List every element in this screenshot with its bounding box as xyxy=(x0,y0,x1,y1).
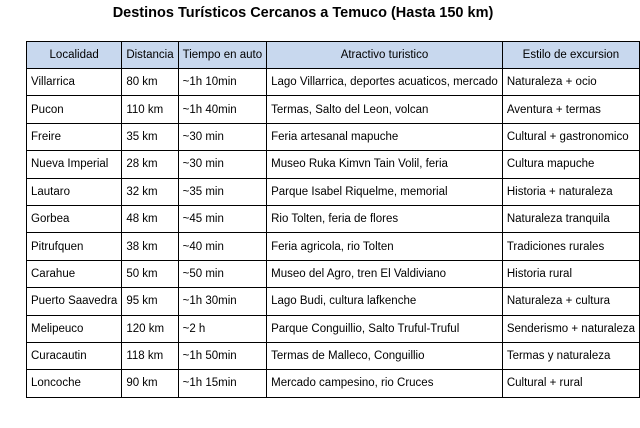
cell-tiempo: ~2 h xyxy=(178,315,266,342)
destinations-table xyxy=(26,41,640,398)
cell-atractivo: Museo del Agro, tren El Valdiviano xyxy=(267,260,503,287)
table-row xyxy=(27,233,640,260)
cell-atractivo: Lago Villarrica, deportes acuaticos, mercado xyxy=(267,69,503,96)
cell-atractivo: Mercado campesino, rio Cruces xyxy=(267,370,503,397)
table-row xyxy=(27,151,640,178)
cell-atractivo: Feria agricola, rio Tolten xyxy=(267,233,503,260)
cell-tiempo: ~45 min xyxy=(178,205,266,232)
document-title: Destinos Turísticos Cercanos a Temuco (Hasta 150 km) xyxy=(112,5,494,21)
cell-localidad: Pucon xyxy=(27,96,122,123)
cell-localidad: Villarrica xyxy=(27,69,122,96)
cell-tiempo: ~50 min xyxy=(178,260,266,287)
cell-distancia: 80 km xyxy=(122,69,178,96)
cell-estilo: Tradiciones rurales xyxy=(502,233,639,260)
cell-localidad: Carahue xyxy=(27,260,122,287)
cell-tiempo: ~1h 10min xyxy=(178,69,266,96)
column-header-atractivo: Atractivo turistico xyxy=(267,42,503,69)
cell-localidad: Lautaro xyxy=(27,178,122,205)
table-row xyxy=(27,342,640,369)
cell-atractivo: Termas de Malleco, Conguillio xyxy=(267,342,503,369)
cell-tiempo: ~1h 15min xyxy=(178,370,266,397)
cell-tiempo: ~35 min xyxy=(178,178,266,205)
cell-atractivo: Parque Conguillio, Salto Truful-Truful xyxy=(267,315,503,342)
cell-estilo: Senderismo + naturaleza xyxy=(502,315,639,342)
cell-distancia: 28 km xyxy=(122,151,178,178)
cell-atractivo: Termas, Salto del Leon, volcan xyxy=(267,96,503,123)
column-header-distancia: Distancia xyxy=(122,42,178,69)
table-row xyxy=(27,315,640,342)
table-row xyxy=(27,69,640,96)
cell-atractivo: Feria artesanal mapuche xyxy=(267,123,503,150)
table-header-row xyxy=(27,42,640,69)
cell-localidad: Freire xyxy=(27,123,122,150)
cell-tiempo: ~1h 40min xyxy=(178,96,266,123)
table-row xyxy=(27,205,640,232)
cell-distancia: 90 km xyxy=(122,370,178,397)
cell-estilo: Naturaleza + cultura xyxy=(502,288,639,315)
table-row xyxy=(27,123,640,150)
table-row xyxy=(27,178,640,205)
column-header-tiempo: Tiempo en auto xyxy=(178,42,266,69)
cell-estilo: Cultural + gastronomico xyxy=(502,123,639,150)
cell-atractivo: Parque Isabel Riquelme, memorial xyxy=(267,178,503,205)
cell-distancia: 35 km xyxy=(122,123,178,150)
cell-estilo: Aventura + termas xyxy=(502,96,639,123)
cell-tiempo: ~30 min xyxy=(178,151,266,178)
cell-distancia: 38 km xyxy=(122,233,178,260)
cell-atractivo: Museo Ruka Kimvn Tain Volil, feria xyxy=(267,151,503,178)
cell-atractivo: Lago Budi, cultura lafkenche xyxy=(267,288,503,315)
cell-distancia: 48 km xyxy=(122,205,178,232)
cell-distancia: 120 km xyxy=(122,315,178,342)
table-row xyxy=(27,96,640,123)
cell-localidad: Loncoche xyxy=(27,370,122,397)
cell-tiempo: ~1h 50min xyxy=(178,342,266,369)
cell-estilo: Cultura mapuche xyxy=(502,151,639,178)
cell-distancia: 118 km xyxy=(122,342,178,369)
table-row xyxy=(27,370,640,397)
cell-localidad: Melipeuco xyxy=(27,315,122,342)
cell-distancia: 110 km xyxy=(122,96,178,123)
cell-distancia: 50 km xyxy=(122,260,178,287)
table-row xyxy=(27,260,640,287)
column-header-estilo: Estilo de excursion xyxy=(502,42,639,69)
cell-estilo: Historia rural xyxy=(502,260,639,287)
cell-estilo: Cultural + rural xyxy=(502,370,639,397)
cell-distancia: 32 km xyxy=(122,178,178,205)
column-header-localidad: Localidad xyxy=(27,42,122,69)
cell-atractivo: Rio Tolten, feria de flores xyxy=(267,205,503,232)
cell-estilo: Naturaleza + ocio xyxy=(502,69,639,96)
cell-localidad: Puerto Saavedra xyxy=(27,288,122,315)
cell-tiempo: ~30 min xyxy=(178,123,266,150)
cell-estilo: Termas y naturaleza xyxy=(502,342,639,369)
cell-estilo: Naturaleza tranquila xyxy=(502,205,639,232)
cell-tiempo: ~1h 30min xyxy=(178,288,266,315)
cell-tiempo: ~40 min xyxy=(178,233,266,260)
cell-estilo: Historia + naturaleza xyxy=(502,178,639,205)
cell-distancia: 95 km xyxy=(122,288,178,315)
table-row xyxy=(27,288,640,315)
cell-localidad: Pitrufquen xyxy=(27,233,122,260)
cell-localidad: Nueva Imperial xyxy=(27,151,122,178)
cell-localidad: Gorbea xyxy=(27,205,122,232)
cell-localidad: Curacautin xyxy=(27,342,122,369)
